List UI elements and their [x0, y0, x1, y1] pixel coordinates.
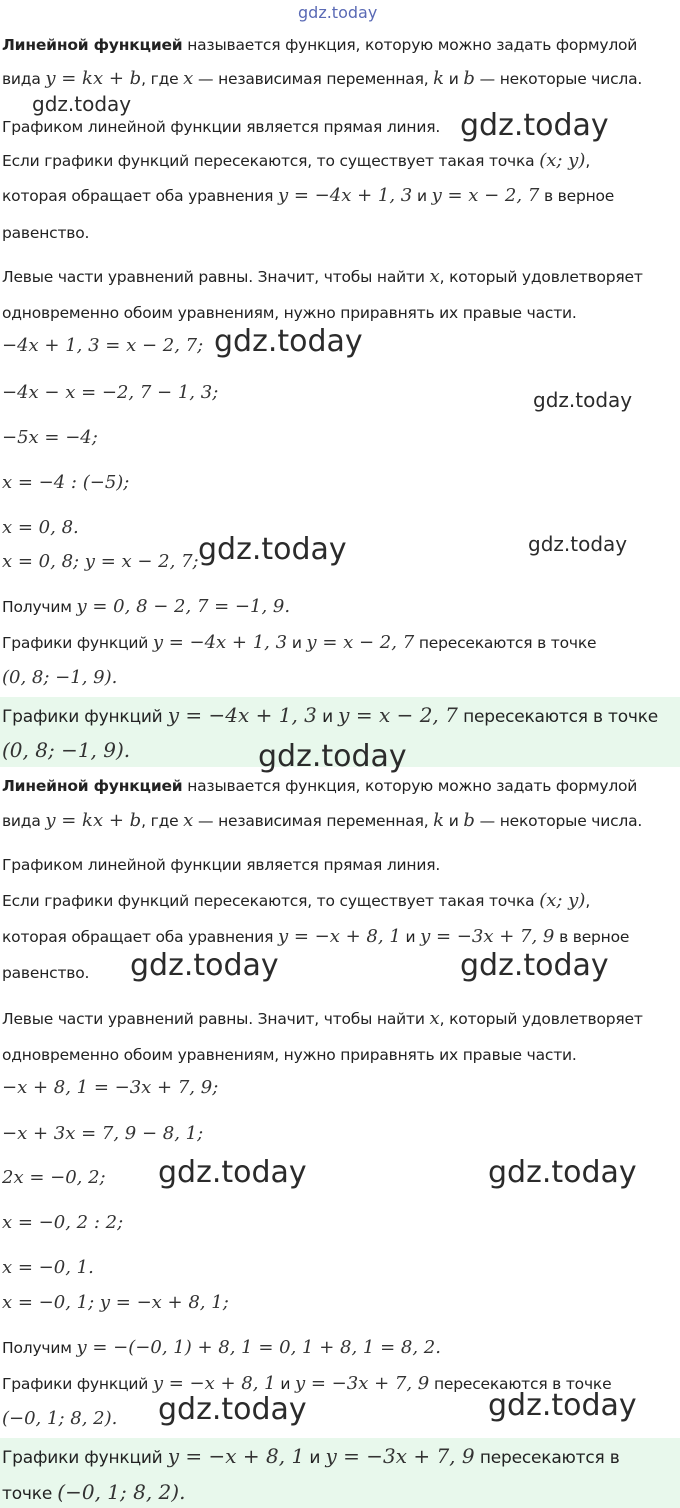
intersection-line: Если графики функций пересекаются, то существует такая точка (x; y), [2, 150, 591, 171]
simultaneous-line: одновременно обоим уравнениям, нужно приравнять их правые части. [2, 304, 577, 322]
step-2: −x + 3x = 7, 9 − 8, 1; [2, 1123, 204, 1144]
watermark: gdz.today [533, 388, 633, 412]
step-4: x = −4 : (−5); [2, 472, 130, 493]
watermark: gdz.today [214, 324, 363, 359]
both-equations-line: которая обращает оба уравнения y = −4x + 1, 3 и y = x − 2, 7 в верное [2, 185, 615, 206]
left-parts-line: Левые части уравнений равны. Значит, чтобы найти x, который удовлетворяет [2, 1008, 643, 1029]
watermark: gdz.today [528, 532, 628, 556]
step-5: x = −0, 1. [2, 1257, 94, 1278]
step-6: x = −0, 1; y = −x + 8, 1; [2, 1292, 229, 1313]
step-3: −5x = −4; [2, 427, 98, 448]
step-2: −4x − x = −2, 7 − 1, 3; [2, 382, 219, 403]
equality-word: равенство. [2, 224, 90, 242]
result-y-line: Получим y = −(−0, 1) + 8, 1 = 0, 1 + 8, 1 = 8, 2. [2, 1337, 441, 1358]
watermark: gdz.today [488, 1155, 637, 1190]
answer-point-line: точке (−0, 1; 8, 2). [2, 1480, 186, 1504]
answer-line: Графики функций y = −4x + 1, 3 и y = x − 2, 7 пересекаются в точке [2, 703, 659, 727]
watermark: gdz.today [258, 739, 407, 774]
step-5: x = 0, 8. [2, 517, 79, 538]
watermark: gdz.today [158, 1392, 307, 1427]
watermark: gdz.today [158, 1155, 307, 1190]
left-parts-line: Левые части уравнений равны. Значит, чтобы найти x, который удовлетворяет [2, 266, 643, 287]
both-equations-line: которая обращает оба уравнения y = −x + 8, 1 и y = −3x + 7, 9 в верное [2, 926, 630, 947]
watermark-top: gdz.today [298, 3, 378, 22]
result-line-1: Графики функций y = −4x + 1, 3 и y = x − 2, 7 пересекаются в точке [2, 632, 597, 653]
watermark: gdz.today [460, 108, 609, 143]
result-y-line: Получим y = 0, 8 − 2, 7 = −1, 9. [2, 596, 291, 617]
answer-line: Графики функций y = −x + 8, 1 и y = −3x + 7, 9 пересекаются в [2, 1444, 620, 1468]
watermark: gdz.today [198, 532, 347, 567]
step-4: x = −0, 2 : 2; [2, 1212, 124, 1233]
step-1: −x + 8, 1 = −3x + 7, 9; [2, 1077, 219, 1098]
watermark: gdz.today [32, 92, 132, 116]
watermark: gdz.today [130, 948, 279, 983]
answer-point: (0, 8; −1, 9). [2, 738, 131, 762]
step-1: −4x + 1, 3 = x − 2, 7; [2, 335, 204, 356]
result-point: (−0, 1; 8, 2). [2, 1408, 118, 1429]
definition-line-1: Линейной функцией называется функция, которую можно задать формулой [2, 777, 638, 795]
result-line-1: Графики функций y = −x + 8, 1 и y = −3x + 7, 9 пересекаются в точке [2, 1373, 612, 1394]
definition-line-1: Линейной функцией называется функция, которую можно задать формулой [2, 36, 638, 54]
step-3: 2x = −0, 2; [2, 1167, 106, 1188]
answer-box-2 [0, 1438, 680, 1508]
step-6: x = 0, 8; y = x − 2, 7; [2, 551, 199, 572]
graph-line: Графиком линейной функции является прямая линия. [2, 856, 441, 874]
watermark: gdz.today [460, 948, 609, 983]
result-point: (0, 8; −1, 9). [2, 667, 118, 688]
watermark: gdz.today [488, 1388, 637, 1423]
simultaneous-line: одновременно обоим уравнениям, нужно приравнять их правые части. [2, 1046, 577, 1064]
intersection-line: Если графики функций пересекаются, то существует такая точка (x; y), [2, 890, 591, 911]
definition-line-2: вида y = kx + b, где x — независимая переменная, k и b — некоторые числа. [2, 810, 643, 831]
definition-line-2: вида y = kx + b, где x — независимая переменная, k и b — некоторые числа. [2, 68, 643, 89]
graph-line: Графиком линейной функции является прямая линия. [2, 118, 441, 136]
equality-word: равенство. [2, 964, 90, 982]
